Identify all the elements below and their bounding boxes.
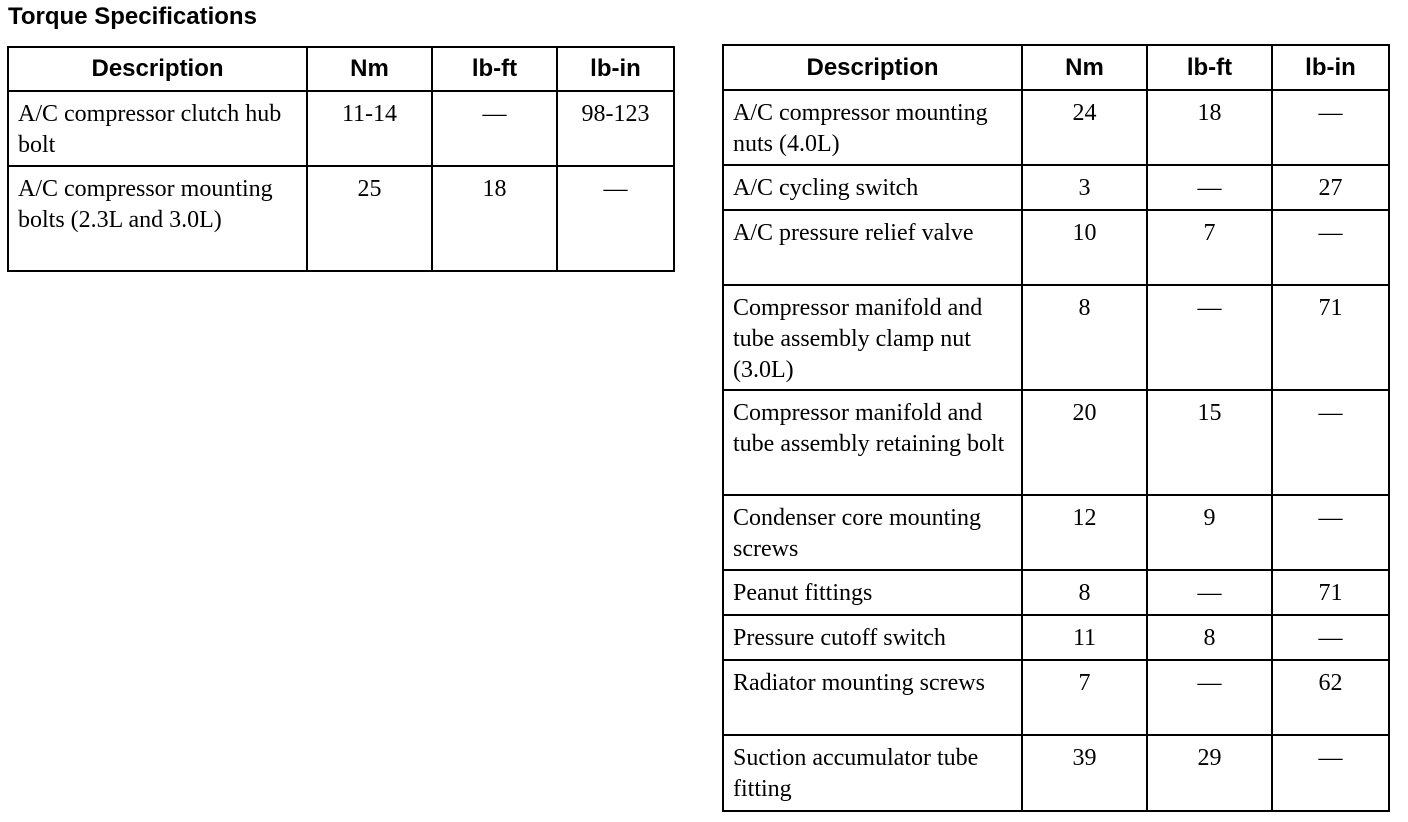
column-header-description: Description <box>8 47 307 91</box>
nm-cell: 11-14 <box>307 91 432 166</box>
header-row <box>8 47 674 91</box>
lb-ft-cell: 29 <box>1147 735 1272 811</box>
lb-in-cell: — <box>1272 90 1389 165</box>
lb-ft-cell: — <box>1147 660 1272 735</box>
page-title: Torque Specifications <box>8 3 257 30</box>
nm-cell: 8 <box>1022 570 1147 615</box>
description-cell: Radiator mounting screws <box>723 660 1022 735</box>
description-cell: Pressure cutoff switch <box>723 615 1022 660</box>
lb-ft-cell: 9 <box>1147 495 1272 570</box>
lb-in-cell: — <box>557 166 674 271</box>
table-row <box>723 390 1389 495</box>
header-row <box>723 45 1389 90</box>
nm-cell: 7 <box>1022 660 1147 735</box>
table-row <box>8 91 674 166</box>
lb-ft-cell: 18 <box>432 166 557 271</box>
lb-in-cell: — <box>1272 735 1389 811</box>
nm-cell: 8 <box>1022 285 1147 390</box>
nm-cell: 10 <box>1022 210 1147 285</box>
torque-table-left <box>7 46 675 272</box>
description-cell: A/C compressor mounting nuts (4.0L) <box>723 90 1022 165</box>
torque-table-right <box>722 44 1390 812</box>
lb-ft-cell: — <box>1147 285 1272 390</box>
table-row <box>723 615 1389 660</box>
lb-in-cell: — <box>1272 615 1389 660</box>
lb-in-cell: 27 <box>1272 165 1389 210</box>
lb-in-cell: — <box>1272 210 1389 285</box>
table-row <box>723 210 1389 285</box>
nm-cell: 3 <box>1022 165 1147 210</box>
nm-cell: 20 <box>1022 390 1147 495</box>
column-header-nm: Nm <box>307 47 432 91</box>
lb-ft-cell: 8 <box>1147 615 1272 660</box>
nm-cell: 11 <box>1022 615 1147 660</box>
column-header-lb-in: lb-in <box>557 47 674 91</box>
description-cell: A/C compressor mounting bolts (2.3L and 3.0L) <box>8 166 307 271</box>
lb-in-cell: 71 <box>1272 285 1389 390</box>
lb-ft-cell: 18 <box>1147 90 1272 165</box>
table-row <box>723 660 1389 735</box>
lb-ft-cell: — <box>1147 165 1272 210</box>
column-header-lb-in: lb-in <box>1272 45 1389 90</box>
lb-in-cell: 71 <box>1272 570 1389 615</box>
nm-cell: 39 <box>1022 735 1147 811</box>
description-cell: A/C pressure relief valve <box>723 210 1022 285</box>
nm-cell: 24 <box>1022 90 1147 165</box>
nm-cell: 12 <box>1022 495 1147 570</box>
table-row <box>723 495 1389 570</box>
nm-cell: 25 <box>307 166 432 271</box>
lb-ft-cell: 7 <box>1147 210 1272 285</box>
lb-in-cell: 62 <box>1272 660 1389 735</box>
description-cell: A/C cycling switch <box>723 165 1022 210</box>
description-cell: Peanut fittings <box>723 570 1022 615</box>
lb-in-cell: — <box>1272 390 1389 495</box>
description-cell: Compressor manifold and tube assembly retaining bolt <box>723 390 1022 495</box>
lb-in-cell: 98-123 <box>557 91 674 166</box>
description-cell: Condenser core mounting screws <box>723 495 1022 570</box>
column-header-lb-ft: lb-ft <box>1147 45 1272 90</box>
lb-ft-cell: 15 <box>1147 390 1272 495</box>
table-row <box>8 166 674 271</box>
column-header-lb-ft: lb-ft <box>432 47 557 91</box>
table-row <box>723 90 1389 165</box>
description-cell: Suction accumulator tube fitting <box>723 735 1022 811</box>
table-row <box>723 165 1389 210</box>
lb-in-cell: — <box>1272 495 1389 570</box>
description-cell: A/C compressor clutch hub bolt <box>8 91 307 166</box>
lb-ft-cell: — <box>1147 570 1272 615</box>
column-header-nm: Nm <box>1022 45 1147 90</box>
column-header-description: Description <box>723 45 1022 90</box>
lb-ft-cell: — <box>432 91 557 166</box>
table-row <box>723 570 1389 615</box>
table-row <box>723 285 1389 390</box>
table-row <box>723 735 1389 811</box>
description-cell: Compressor manifold and tube assembly clamp nut (3.0L) <box>723 285 1022 390</box>
